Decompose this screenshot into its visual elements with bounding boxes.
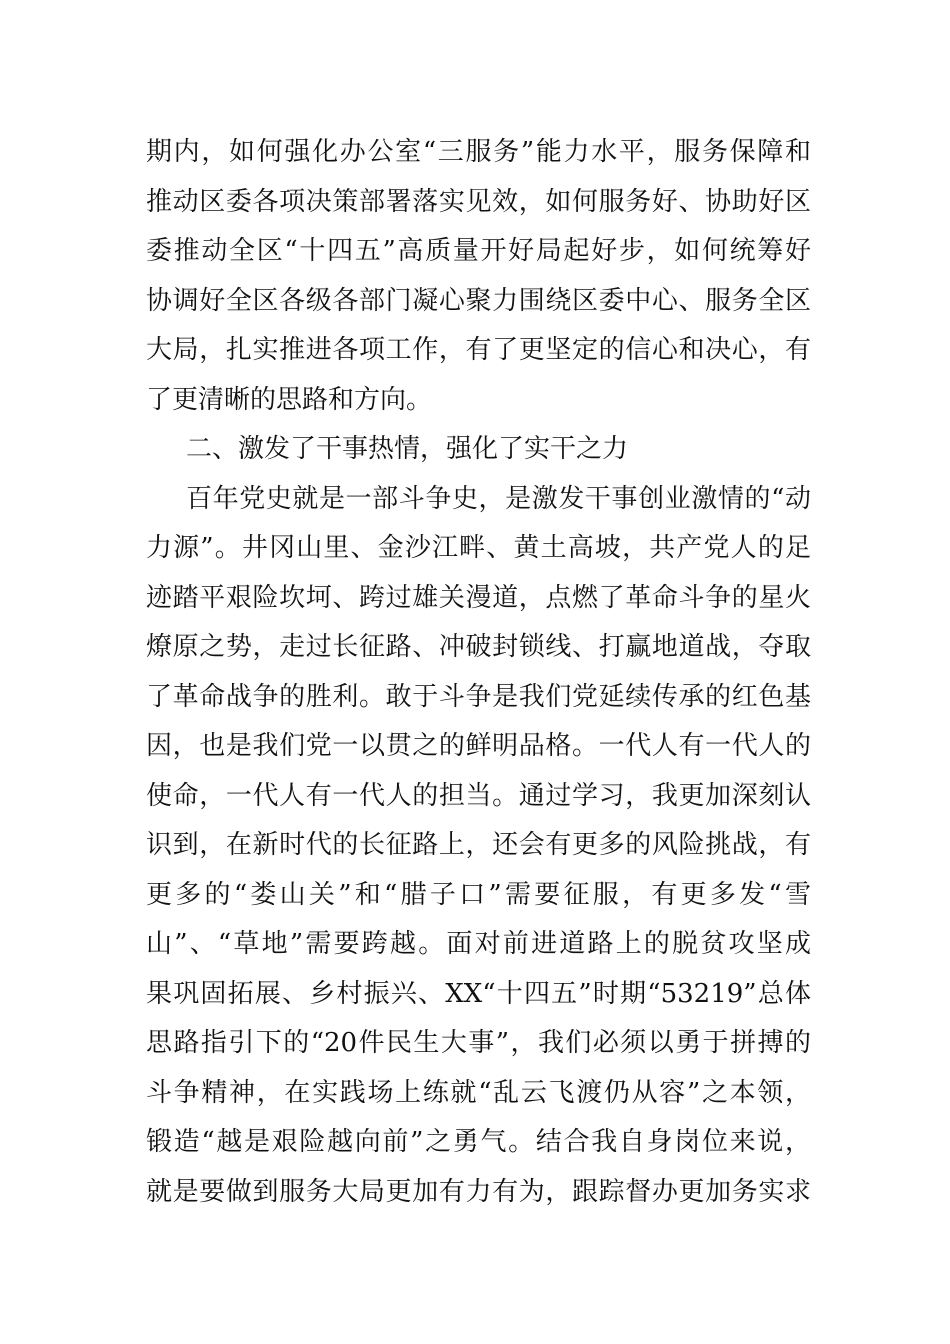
body-line: 使命，一代人有一代人的担当。通过学习，我更加深刻认	[146, 780, 811, 811]
body-line: 因，也是我们党一以贯之的鲜明品格。一代人有一代人的	[146, 731, 811, 761]
body-line: 力源”。井冈山里、金沙江畔、黄土高坡，共产党人的足	[146, 533, 811, 563]
body-line: 斗争精神，在实践场上练就“乱云飞渡仍从容”之本领，	[146, 1077, 811, 1108]
body-line: 了革命战争的胜利。敢于斗争是我们党延续传承的红色基	[146, 681, 811, 712]
body-line: 协调好全区各级各部门凝心聚力围绕区委中心、服务全区	[146, 285, 811, 316]
body-line: 期内，如何强化办公室“三服务”能力水平，服务保障和	[146, 137, 811, 167]
body-line: 锻造“越是艰险越向前”之勇气。结合我自身岗位来说，	[146, 1127, 811, 1157]
section-heading: 二、激发了干事热情，强化了实干之力	[186, 434, 629, 464]
body-line: 百年党史就是一部斗争史，是激发干事创业激情的“动	[186, 483, 811, 514]
body-line: 委推动全区“十四五”高质量开好局起好步，如何统筹好	[146, 236, 811, 266]
body-line: 大局，扎实推进各项工作，有了更坚定的信心和决心，有	[146, 335, 811, 365]
body-line: 山”、“草地”需要跨越。面对前进道路上的脱贫攻坚成	[146, 929, 811, 959]
body-line: 迹踏平艰险坎坷、跨过雄关漫道，点燃了革命斗争的星火	[146, 582, 811, 613]
body-line: 识到，在新时代的长征路上，还会有更多的风险挑战，有	[146, 830, 811, 860]
body-line: 更多的“娄山关”和“腊子口”需要征服，有更多发“雪	[146, 879, 811, 910]
body-line: 推动区委各项决策部署落实见效，如何服务好、协助好区	[146, 186, 811, 217]
body-line: 思路指引下的“20件民生大事”，我们必须以勇于拼搏的	[146, 1028, 811, 1058]
body-line: 燎原之势，走过长征路、冲破封锁线、打赢地道战，夺取	[146, 632, 811, 662]
body-line: 果巩固拓展、乡村振兴、XX“十四五”时期“53219”总体	[146, 978, 811, 1009]
body-line: 了更清晰的思路和方向。	[146, 384, 433, 415]
document-body	[146, 128, 811, 1217]
body-line: 就是要做到服务大局更加有力有为，跟踪督办更加务实求	[146, 1176, 811, 1207]
